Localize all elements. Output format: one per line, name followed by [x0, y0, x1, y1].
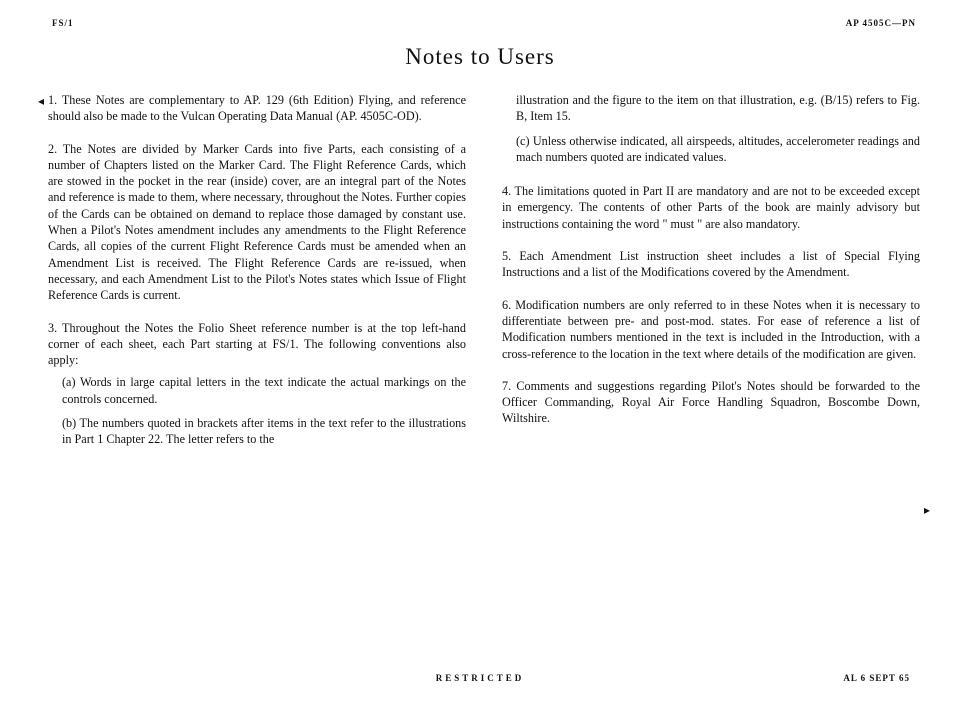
- paragraph-3b-continued: illustration and the figure to the item on that illustration, e.g. (B/15) refers to Fig. B, Item 15.: [516, 93, 920, 124]
- paragraph-4: 4. The limitations quoted in Part II are mandatory and are not to be exceeded except in emergency. The contents of other Parts of the book are mainly advisory but instructions containing the word " must " are also mandatory.: [502, 184, 920, 231]
- paragraph-3c: (c) Unless otherwise indicated, all airspeeds, altitudes, accelerometer readings and mach numbers quoted are indicated values.: [516, 133, 920, 164]
- paragraph-6: 6. Modification numbers are only referred to in these Notes when it is necessary to differentiate between pre- and post-mod. states. For ease of reference a list of Modification numbers mentioned in the text is included in the Introduction, with a cross-reference to the location in the text where details of the modification are given.: [502, 297, 920, 361]
- paragraph-3: 3. Throughout the Notes the Folio Sheet reference number is at the top left-hand corner of each sheet, each Part starting at FS/1. The following conventions also apply:: [48, 320, 466, 368]
- amendment-date: AL 6 SEPT 65: [843, 673, 910, 683]
- paragraph-1: 1. These Notes are complementary to AP. 129 (6th Edition) Flying, and reference should also be made to the Vulcan Operating Data Manual (AP. 4505C-OD).: [48, 93, 466, 124]
- page-title: Notes to Users: [405, 44, 555, 69]
- paragraph-7: 7. Comments and suggestions regarding Pilot's Notes should be forwarded to the Officer Commanding, Royal Air Force Handling Squadron, Boscombe Down, Wiltshire.: [502, 378, 920, 426]
- amendment-marker-icon: ▸: [924, 503, 931, 517]
- folio-sheet-reference: FS/1: [52, 18, 74, 28]
- paragraph-5: 5. Each Amendment List instruction sheet includes a list of Special Flying Instructions and a list of the Modifications covered by the Amendment.: [502, 249, 920, 280]
- left-column: [48, 92, 466, 456]
- paragraph-2: 2. The Notes are divided by Marker Cards into five Parts, each consisting of a number of Chapters listed on the Marker Card. The Flight Reference Cards, which are stowed in the pocket in the rear (inside) cover, are an integral part of the Notes and reference is made to them, where necessary, throughout the Notes. Further copies of the Cards can be obtained on demand to replace those damaged by constant use. When a Pilot's Notes amendment includes any amendments to the Flight Reference Cards, all copies of the current Flight Reference Cards must be amended when an Amendment List is received. The Flight Reference Cards are re-issued, when necessary, and each Amendment List to the Pilot's Notes states which Issue of Flight Reference Cards is current.: [48, 141, 466, 303]
- right-column: [502, 92, 920, 443]
- security-classification: RESTRICTED: [435, 673, 525, 683]
- paragraph-3a: (a) Words in large capital letters in the text indicate the actual markings on the controls concerned.: [62, 375, 466, 406]
- publication-number: AP 4505C—PN: [845, 18, 916, 28]
- amendment-marker-icon: ◂: [38, 94, 45, 108]
- paragraph-3b: (b) The numbers quoted in brackets after items in the text refer to the illustrations in Part 1 Chapter 22. The letter refers to the: [62, 416, 466, 447]
